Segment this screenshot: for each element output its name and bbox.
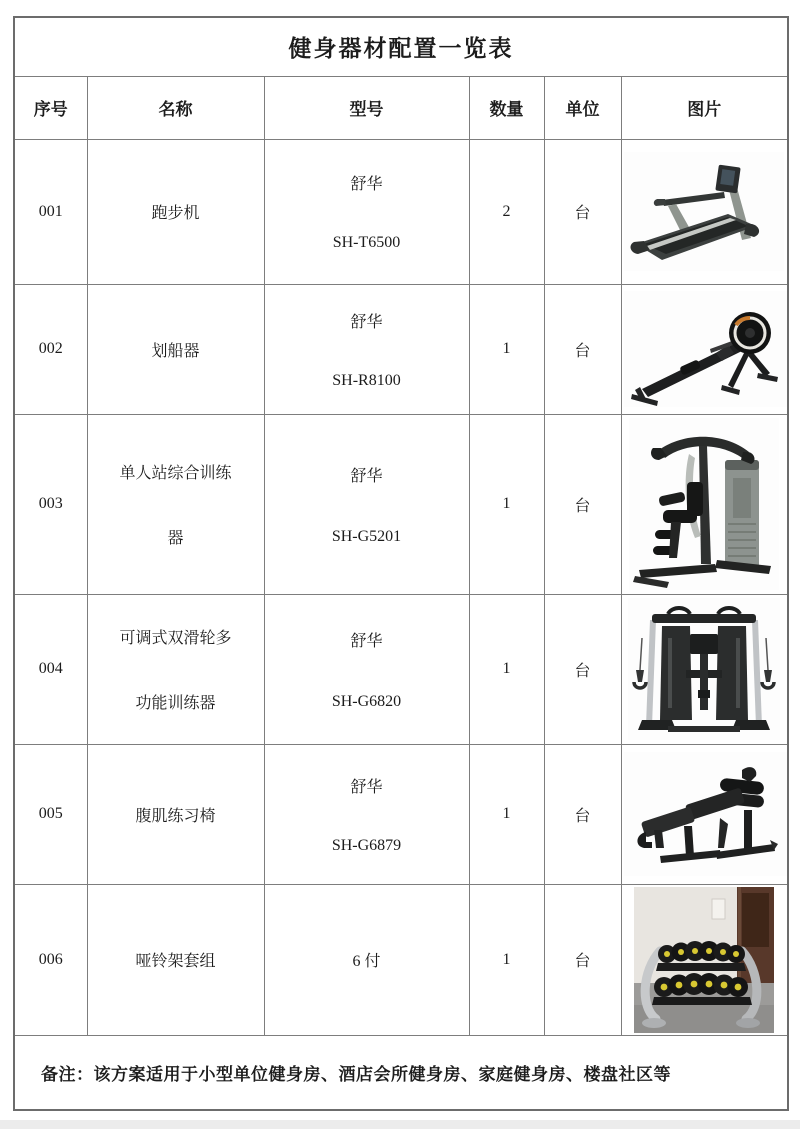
dumbbell-rack-image (634, 887, 774, 1033)
model-spec: 6 付 (352, 953, 381, 970)
cell-no: 002 (14, 284, 87, 414)
equipment-table (13, 16, 789, 1111)
col-header-image: 图片 (621, 76, 788, 139)
cell-image (621, 744, 788, 884)
cell-name (87, 284, 264, 414)
model-brand: 舒华 (350, 176, 383, 193)
table-row (14, 744, 788, 884)
ab-bench-image (624, 752, 788, 876)
cell-no: 006 (14, 884, 87, 1035)
model-code: SH-G6879 (331, 836, 402, 854)
cell-image (621, 139, 788, 284)
cell-qty: 1 (469, 884, 544, 1035)
cell-unit: 台 (544, 884, 621, 1035)
cell-qty: 1 (469, 594, 544, 744)
name-line: 跑步机 (151, 205, 200, 222)
note-row (14, 1035, 788, 1110)
cell-image (621, 284, 788, 414)
cell-qty: 1 (469, 284, 544, 414)
cell-model (264, 414, 469, 594)
cell-image (621, 884, 788, 1035)
name-line: 划船器 (151, 342, 200, 360)
cell-image (621, 414, 788, 594)
cell-name (87, 744, 264, 884)
model-code: SH-G6820 (331, 692, 402, 710)
table-row (14, 594, 788, 744)
cell-no: 001 (14, 139, 87, 284)
page-title: 健身器材配置一览表 (14, 17, 788, 76)
cell-image (621, 594, 788, 744)
functional-trainer-image (628, 598, 780, 740)
cell-qty: 1 (469, 744, 544, 884)
col-header-model: 型号 (264, 76, 469, 139)
cell-unit: 台 (544, 594, 621, 744)
cell-no: 003 (14, 414, 87, 594)
cell-model (264, 139, 469, 284)
header-row (14, 76, 788, 139)
cell-unit: 台 (544, 139, 621, 284)
name-line: 功能训练器 (135, 695, 216, 712)
title-row (14, 17, 788, 76)
table-row (14, 139, 788, 284)
cell-name (87, 884, 264, 1035)
model-brand: 舒华 (350, 778, 383, 796)
name-line: 腹肌练习椅 (135, 807, 216, 825)
name-line: 器 (167, 530, 184, 547)
model-code: SH-G5201 (331, 527, 402, 545)
cell-unit: 台 (544, 744, 621, 884)
page-edge-band (0, 1120, 800, 1129)
cell-model (264, 284, 469, 414)
col-header-unit: 单位 (544, 76, 621, 139)
table-row (14, 884, 788, 1035)
cell-model (264, 744, 469, 884)
cell-qty: 1 (469, 414, 544, 594)
cell-name (87, 414, 264, 594)
cell-no: 005 (14, 744, 87, 884)
cell-model (264, 594, 469, 744)
treadmill-image (624, 152, 784, 271)
name-line: 哑铃架套组 (135, 953, 216, 970)
col-header-name: 名称 (87, 76, 264, 139)
cell-unit: 台 (544, 284, 621, 414)
remark-note: 备注：该方案适用于小型单位健身房、酒店会所健身房、家庭健身房、楼盘社区等 (14, 1035, 788, 1110)
table-row (14, 284, 788, 414)
col-header-no: 序号 (14, 76, 87, 139)
model-brand: 舒华 (350, 632, 383, 650)
model-code: SH-R8100 (332, 371, 401, 389)
cell-name (87, 139, 264, 284)
cell-unit: 台 (544, 414, 621, 594)
model-brand: 舒华 (350, 467, 383, 485)
multi-gym-image (629, 418, 779, 590)
col-header-qty: 数量 (469, 76, 544, 139)
cell-model (264, 884, 469, 1035)
name-line: 单人站综合训练 (119, 465, 232, 482)
cell-qty: 2 (469, 139, 544, 284)
model-code: SH-T6500 (332, 234, 401, 251)
table-row (14, 414, 788, 594)
rowing-machine-image (624, 291, 788, 407)
model-brand: 舒华 (350, 313, 383, 331)
cell-name (87, 594, 264, 744)
cell-no: 004 (14, 594, 87, 744)
name-line: 可调式双滑轮多 (119, 630, 232, 647)
